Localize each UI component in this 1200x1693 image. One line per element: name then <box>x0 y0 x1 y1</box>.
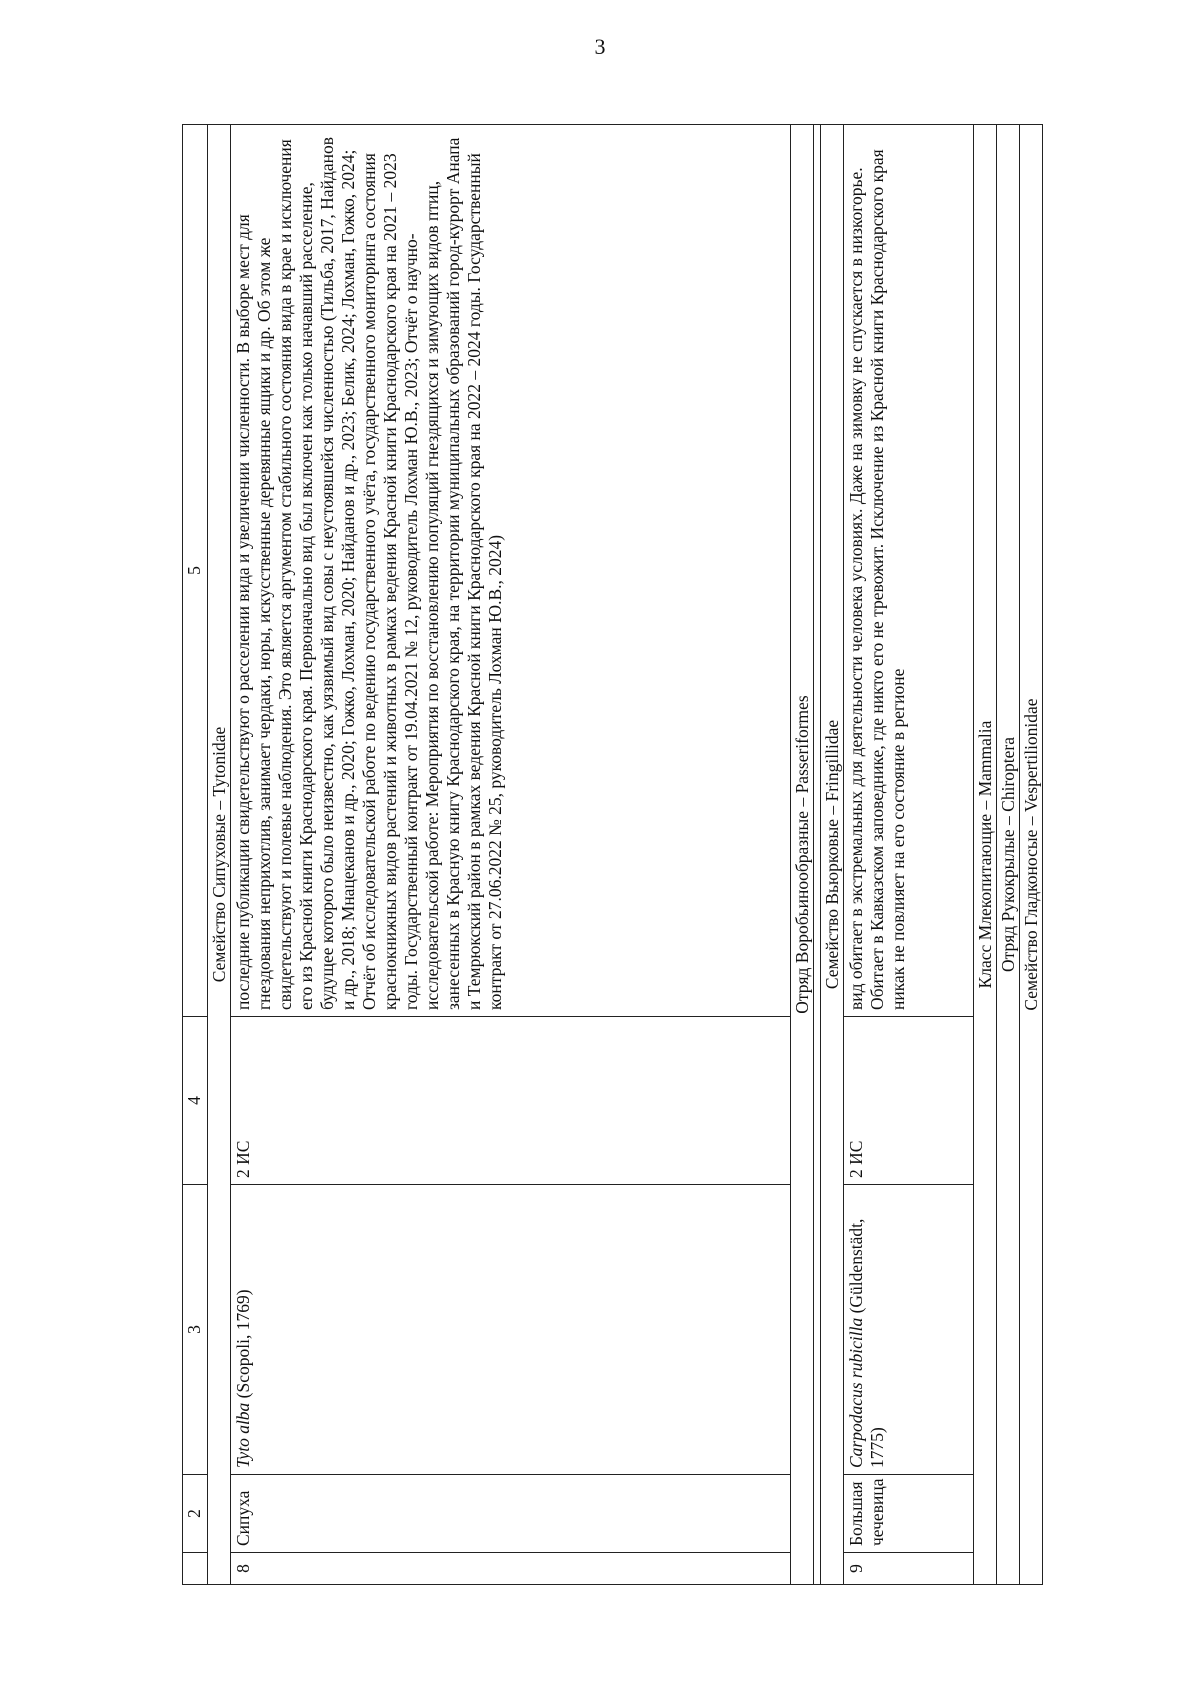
group-row <box>997 125 1020 1585</box>
family-vespertilionidae-heading: Семейство Гладконосые – Vespertilionidae <box>1020 125 1043 1585</box>
category: 2 ИС <box>231 1017 791 1185</box>
family-tytonidae-heading: Семейство Сипуховые – Tytonidae <box>208 125 231 1585</box>
page-number: 3 <box>594 34 606 59</box>
latin-author: (Güldenstädt, 1775) <box>846 1218 887 1468</box>
group-row <box>1020 125 1043 1585</box>
order-chiroptera-heading: Отряд Рукокрылые – Chiroptera <box>997 125 1020 1585</box>
species-name: Большая чечевица <box>844 1475 974 1553</box>
group-row <box>821 125 844 1585</box>
row-number: 9 <box>844 1553 974 1585</box>
species-name: Сипуха <box>231 1475 791 1553</box>
header-col-3: 3 <box>183 1185 208 1475</box>
header-col-1 <box>183 1553 208 1585</box>
header-col-4: 4 <box>183 1017 208 1185</box>
latin-author: (Scopoli, 1769) <box>233 1289 253 1403</box>
justification-text: последние публикации свидетельствуют о расселении вида и увеличении численности. В выборе мест для гнездования неприхотлив, занимает чердаки, норы, искусственные деревянные ящики и др. Об этом же свидетельствуют и полевые наблюдения. Это является аргументом стабильного состояния вида в крае и исключения его из Красной книги Краснодарского края. Первоначально вид был включен как только начавший расселение, будущее которого было неизвестно, как уязвимый вид совы с неустоявшейся численностью (Тильба, 2017, Найданов и др., 2018; Мнацеканов и др., 2020; Гожко, Лохман, 2020; Найданов и др., 2023; Белик, 2024; Лохман, Гожко, 2024; Отчёт об исследовательской работе по ведению государственного учёта, государственного мониторинга состояния краснокнижных видов растений и животных в рамках ведения Красной книги Краснодарского края на 2021 – 2023 годы. Государственный контракт от 19.04.2021 № 12, руководитель Лохман Ю.В., 2023; Отчёт о научно-исследовательской работе: Мероприятия по восстановлению популяций гнездящихся и зимующих видов птиц, занесенных в Красную книгу Краснодарского края, на территории муниципальных образований город-курорт Анапа и Темрюкский район в рамках ведения Красной книги Краснодарского края на 2022 – 2024 годы. Государственный контракт от 27.06.2022 № 25, руководитель Лохман Ю.В., 2024) <box>231 125 791 1017</box>
class-mammalia-heading: Класс Млекопитающие – Mammalia <box>974 125 997 1585</box>
row-number: 8 <box>231 1553 791 1585</box>
justification-text: вид обитает в экстремальных для деятельности человека условиях. Даже на зимовку не спускается в низкогорье. Обитает в Кавказском заповеднике, где никто его не тревожит. Исключение из Красной книги Краснодарского края никак не повлияет на его состояние в регионе <box>844 125 974 1017</box>
group-row <box>974 125 997 1585</box>
spacer-row <box>814 125 821 1585</box>
group-row <box>791 125 814 1585</box>
latin-genus-species: Tyto alba <box>233 1402 253 1468</box>
header-row <box>183 125 208 1585</box>
latin-name <box>231 1185 791 1475</box>
latin-genus-species: Carpodacus rubicilla <box>846 1317 866 1468</box>
table-row <box>844 125 974 1585</box>
header-col-5: 5 <box>183 125 208 1017</box>
latin-name <box>844 1185 974 1475</box>
rotated-table-container <box>182 125 1065 1585</box>
group-row <box>208 125 231 1585</box>
table-row <box>231 125 791 1585</box>
order-passeriformes-heading: Отряд Воробьинообразные – Passeriformes <box>791 125 814 1585</box>
header-col-2: 2 <box>183 1475 208 1553</box>
category: 2 ИС <box>844 1017 974 1185</box>
family-fringillidae-heading: Семейство Вьюрковые – Fringillidae <box>821 125 844 1585</box>
species-table <box>182 124 1043 1585</box>
spacer-cell <box>814 125 821 1585</box>
